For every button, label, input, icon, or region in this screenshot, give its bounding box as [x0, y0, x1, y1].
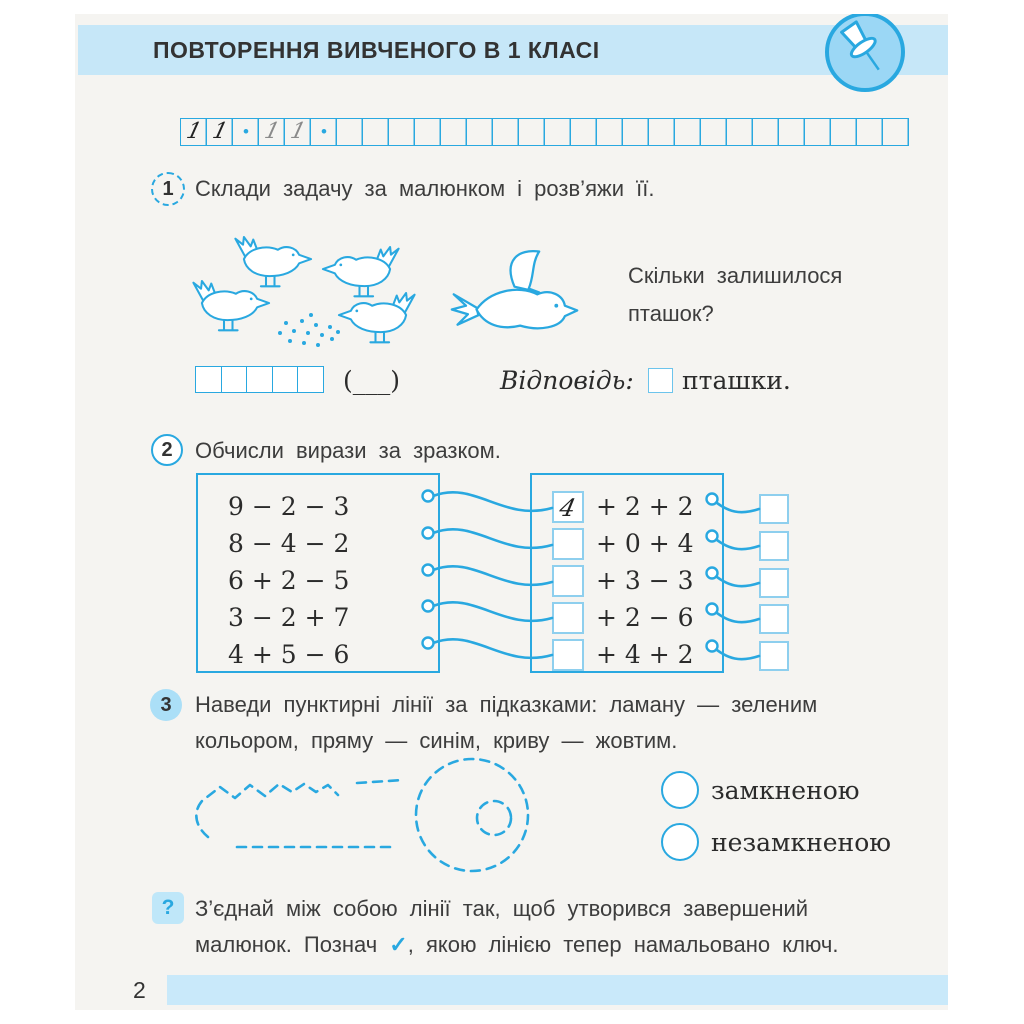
expression: + 2 + 2: [596, 492, 694, 521]
handwriting-grid[interactable]: [180, 118, 909, 146]
option-circle-closed[interactable]: [661, 771, 699, 809]
broken-line: [196, 784, 338, 837]
result-square[interactable]: [759, 531, 789, 561]
result-square[interactable]: [759, 568, 789, 598]
solution-cell[interactable]: [195, 366, 222, 393]
option-circle-open[interactable]: [661, 823, 699, 861]
left-expression-box: [196, 473, 440, 673]
task3-instruction-line1: Наведи пунктирні лінії за підказками: ламану — зеленим: [195, 692, 818, 717]
right-expression-box: [530, 473, 724, 673]
footer-bar: [167, 975, 948, 1005]
question-line1: Скільки залишилося: [628, 263, 843, 288]
answer-input-square[interactable]: [648, 368, 673, 393]
expression: + 3 − 3: [596, 566, 694, 595]
written-digit: 1: [183, 119, 205, 144]
expression: + 2 − 6: [596, 603, 694, 632]
expression: + 4 + 2: [596, 640, 694, 669]
page-number: 2: [133, 977, 146, 1003]
header-banner: [78, 25, 948, 75]
expression: 6 + 2 − 5: [228, 566, 350, 595]
result-square[interactable]: [759, 494, 789, 524]
separator-dot: •: [321, 122, 327, 141]
traced-digit: 1: [261, 119, 283, 144]
expression: 4 + 5 − 6: [228, 640, 350, 669]
expression: 9 − 2 − 3: [228, 492, 350, 521]
task4-line2: малюнок. Познач ✓, якою лінією тепер намальовано ключ.: [195, 932, 839, 957]
solution-cell[interactable]: [272, 366, 299, 393]
workbook-page: [75, 14, 948, 1010]
straight-segment: [357, 780, 403, 783]
traced-digit: 1: [287, 119, 309, 144]
question-line2: пташок?: [628, 301, 714, 326]
task2-number: 2: [151, 434, 183, 466]
answer-blank[interactable]: (___): [343, 366, 401, 395]
answer-label: Відповідь:: [500, 366, 634, 395]
solution-cell[interactable]: [246, 366, 273, 393]
solution-cell[interactable]: [297, 366, 324, 393]
expression: 8 − 4 − 2: [228, 529, 350, 558]
option-label-closed: замкненою: [711, 776, 860, 805]
pushpin-icon: [823, 14, 907, 94]
birds-illustration: [190, 235, 590, 365]
keyhole-circle: [477, 801, 511, 835]
option-label-open: незамкненою: [711, 828, 892, 857]
checkmark-icon: ✓: [389, 932, 408, 957]
fill-square[interactable]: [552, 491, 584, 523]
seeds: [278, 313, 340, 347]
fill-square[interactable]: [552, 565, 584, 597]
fill-square[interactable]: [552, 639, 584, 671]
task1-instruction: Склади задачу за малюнком і розв’яжи її.: [195, 176, 655, 201]
task2-instruction: Обчисли вирази за зразком.: [195, 438, 501, 463]
task1-question: [628, 257, 842, 333]
written-digit: 1: [209, 119, 231, 144]
fill-square[interactable]: [552, 602, 584, 634]
written-example: 4: [557, 493, 579, 522]
solution-squares: [195, 366, 323, 393]
expression: + 0 + 4: [596, 529, 694, 558]
task4-question-badge: ?: [152, 892, 184, 924]
result-square[interactable]: [759, 604, 789, 634]
dashed-key-drawing[interactable]: [190, 755, 660, 900]
separator-dot: •: [243, 122, 249, 141]
fill-square[interactable]: [552, 528, 584, 560]
task4-line1: З’єднай між собою лінії так, щоб утворився завершений: [195, 896, 809, 921]
expression: 3 − 2 + 7: [228, 603, 350, 632]
task1-number: 1: [151, 172, 185, 206]
page-title: ПОВТОРЕННЯ ВИВЧЕНОГО В 1 КЛАСІ: [153, 37, 600, 63]
result-square[interactable]: [759, 641, 789, 671]
answer-unit: пташки.: [682, 366, 791, 395]
solution-cell[interactable]: [221, 366, 248, 393]
curve-circle: [416, 759, 528, 871]
task3-number: 3: [150, 689, 182, 721]
task3-instruction-line2: кольором, пряму — синім, криву — жовтим.: [195, 728, 678, 753]
